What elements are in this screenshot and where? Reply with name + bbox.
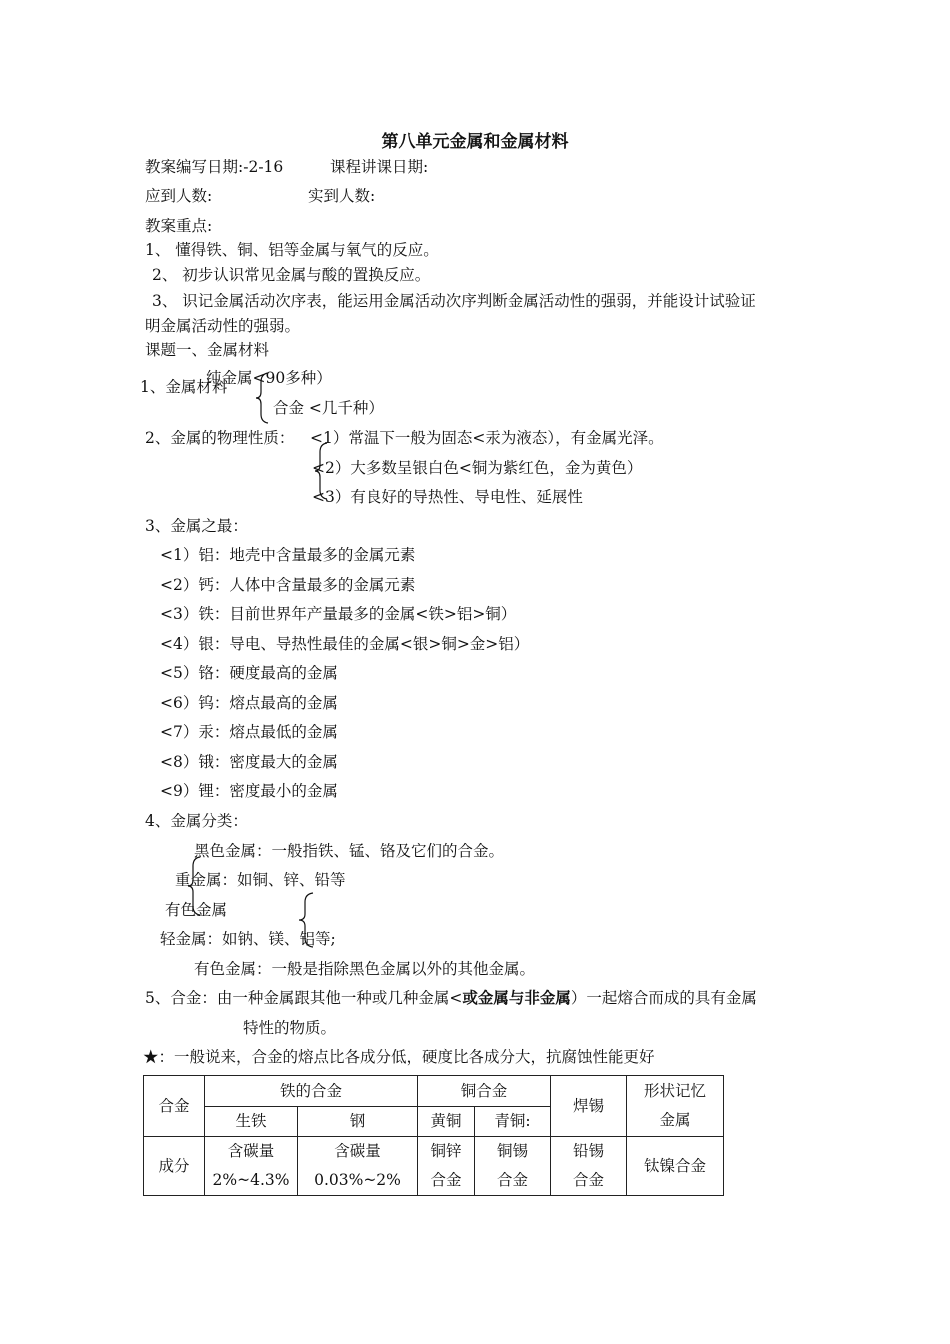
alloy-count: 合金 <几千种）	[273, 399, 384, 417]
table-header-solder: 焊锡	[551, 1076, 627, 1137]
pure-metal: 纯金属<90多种）	[206, 369, 332, 387]
physical-item: <1）常温下一般为固态<汞为液态），有金属光泽。	[310, 429, 664, 447]
key-points-heading: 教案重点:	[145, 217, 213, 235]
black-metal: 黑色金属：一般指铁、锰、铬及它们的合金。	[194, 842, 505, 860]
table-cell: 铜锌 合金	[418, 1137, 475, 1196]
table-cell: 铅锡 合金	[551, 1137, 627, 1196]
table-header-copper-alloy: 铜合金	[418, 1076, 551, 1107]
superlatives-heading: 3、金属之最：	[145, 517, 248, 535]
table-cell-bronze: 青铜:	[475, 1107, 551, 1137]
table-cell-brass: 黄铜	[418, 1107, 475, 1137]
table-header-composition: 成分	[144, 1137, 205, 1196]
heavy-metal: 重金属：如铜、锌、铅等	[175, 871, 346, 889]
light-metal: 轻金属：如钠、镁、铝等;	[160, 930, 336, 948]
nonferrous-definition: 有色金属：一般是指除黑色金属以外的其他金属。	[194, 960, 536, 978]
nonferrous-label: 有色金属	[165, 901, 228, 919]
superlative-item: <7）汞：熔点最低的金属	[160, 723, 338, 741]
superlative-item: <1）铝：地壳中含量最多的金属元素	[160, 546, 416, 564]
key-point-item: 1、 懂得铁、铜、铝等金属与氧气的反应。	[145, 241, 439, 259]
alloy-definition: 5、合金：由一种金属跟其他一种或几种金属<或金属与非金属）一起熔合而成的具有金属	[145, 988, 757, 1007]
table-header-sma: 形状记忆 金属	[627, 1076, 724, 1137]
brace-icon	[315, 442, 329, 500]
key-point-item: 2、 初步认识常见金属与酸的置换反应。	[152, 266, 431, 284]
key-point-item: 明金属活动性的强弱。	[145, 317, 301, 335]
topic-heading: 课题一、金属材料	[145, 341, 270, 359]
superlative-item: <9）锂：密度最小的金属	[160, 782, 338, 800]
physical-label: 2、金属的物理性质：	[145, 429, 295, 447]
materials-label: 1、金属材料	[140, 378, 228, 396]
expected-count: 应到人数:	[145, 187, 213, 205]
superlative-item: <3）铁：目前世界年产量最多的金属<铁>铝>铜）	[160, 605, 517, 623]
table-cell-pig-iron: 生铁	[205, 1107, 298, 1137]
superlative-item: <2）钙：人体中含量最多的金属元素	[160, 576, 416, 594]
superlative-item: <5）铬：硬度最高的金属	[160, 664, 338, 682]
write-date: 教案编写日期:-2-16	[145, 158, 284, 176]
physical-item: <3）有良好的导热性、导电性、延展性	[312, 488, 583, 506]
actual-count: 实到人数:	[308, 187, 376, 205]
key-point-item: 3、 识记金属活动次序表，能运用金属活动次序判断金属活动性的强弱，并能设计试验证	[152, 292, 756, 310]
classification-heading: 4、金属分类：	[145, 812, 248, 830]
table-cell: 钛镍合金	[627, 1137, 724, 1196]
table-cell: 含碳量 2%~4.3%	[205, 1137, 298, 1196]
table-header-iron-alloy: 铁的合金	[205, 1076, 418, 1107]
superlative-item: <4）银：导电、导热性最佳的金属<银>铜>金>铝）	[160, 635, 530, 653]
alloy-definition-cont: 特性的物质。	[243, 1019, 337, 1037]
brace-icon	[256, 372, 270, 424]
table-cell: 含碳量 0.03%~2%	[298, 1137, 418, 1196]
lecture-date: 课程讲课日期:	[330, 158, 429, 176]
table-cell-steel: 钢	[298, 1107, 418, 1137]
alloy-table	[143, 1075, 724, 1196]
page-title: 第八单元金属和金属材料	[381, 132, 569, 152]
superlative-item: <6）钨：熔点最高的金属	[160, 694, 338, 712]
table-header-alloy: 合金	[144, 1076, 205, 1137]
superlative-item: <8）锇：密度最大的金属	[160, 753, 338, 771]
physical-item: <2）大多数呈银白色<铜为紫红色，金为黄色）	[312, 459, 643, 477]
alloy-note: ★：一般说来，合金的熔点比各成分低，硬度比各成分大，抗腐蚀性能更好	[143, 1048, 655, 1066]
table-cell: 铜锡 合金	[475, 1137, 551, 1196]
